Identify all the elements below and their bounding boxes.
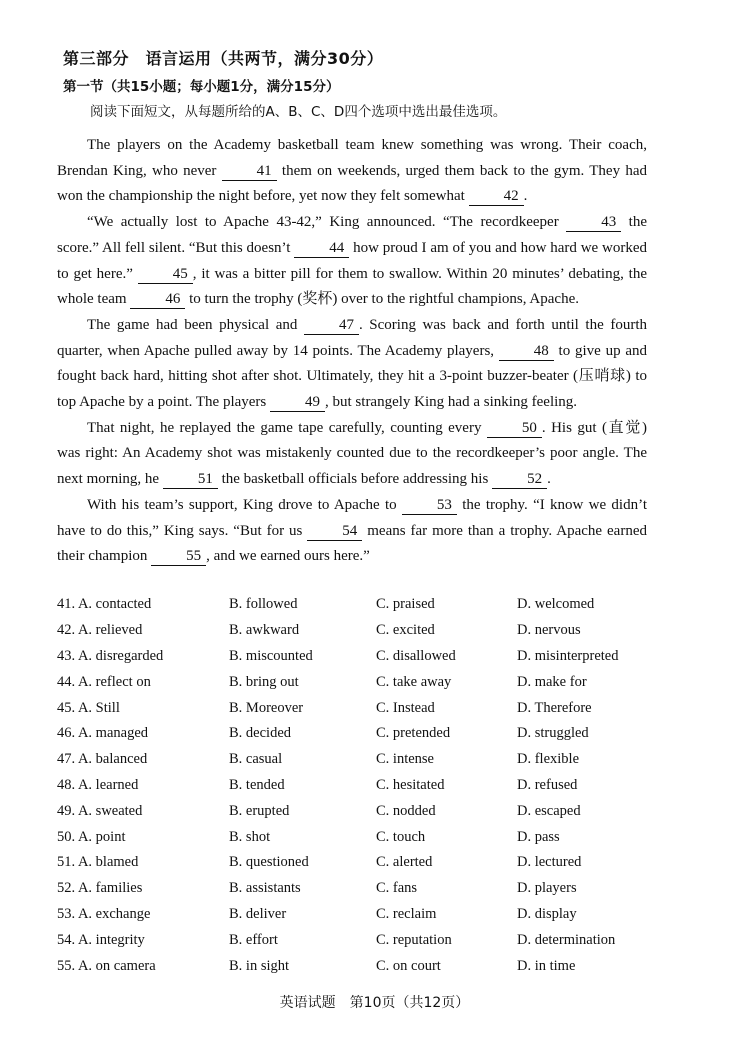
blank-46: 46 bbox=[130, 290, 185, 309]
option-a: 42. A. relieved bbox=[57, 622, 143, 639]
option-b: B. miscounted bbox=[229, 647, 313, 664]
option-a: 50. A. point bbox=[57, 828, 126, 845]
option-c: C. intense bbox=[376, 751, 434, 768]
option-row-51 bbox=[57, 850, 697, 876]
option-d: D. pass bbox=[517, 828, 560, 845]
option-b: B. assistants bbox=[229, 880, 301, 897]
option-d: D. players bbox=[517, 880, 577, 897]
option-d: D. in time bbox=[517, 957, 576, 974]
option-a: 46. A. managed bbox=[57, 725, 149, 742]
page-footer: 英语试题 第10页（共12页） bbox=[279, 995, 470, 1011]
option-row-45 bbox=[57, 695, 697, 721]
option-a: 43. A. disregarded bbox=[57, 647, 164, 664]
option-b: B. Moreover bbox=[229, 699, 304, 716]
option-c: C. reclaim bbox=[376, 905, 437, 922]
option-c: C. disallowed bbox=[376, 647, 456, 664]
option-row-48 bbox=[57, 773, 697, 799]
option-row-52 bbox=[57, 876, 697, 902]
blank-53: 53 bbox=[402, 496, 457, 515]
option-row-41 bbox=[57, 592, 697, 618]
passage-text: them on weekends, urged them back to the gym. They had won the championship the night before, yet now they felt somewhat bbox=[57, 162, 647, 205]
passage-text: “We actually lost to Apache 43-42,” King announced. “The recordkeeper bbox=[87, 214, 567, 231]
passage-text: , but strangely King had a sinking feeling. bbox=[325, 394, 578, 411]
passage-text: The game had been physical and bbox=[87, 316, 304, 333]
option-b: B. awkward bbox=[229, 622, 300, 639]
option-a: 51. A. blamed bbox=[57, 854, 139, 871]
option-b: B. deliver bbox=[229, 905, 287, 922]
blank-52: 52 bbox=[492, 470, 547, 489]
option-b: B. followed bbox=[229, 596, 298, 613]
passage-text: . bbox=[547, 471, 551, 488]
passage-paragraph-2 bbox=[57, 210, 647, 313]
option-a: 55. A. on camera bbox=[57, 957, 156, 974]
option-d: D. misinterpreted bbox=[517, 647, 619, 664]
option-d: D. welcomed bbox=[517, 596, 595, 613]
blank-54: 54 bbox=[307, 522, 362, 541]
blank-55: 55 bbox=[151, 547, 206, 566]
option-row-43 bbox=[57, 644, 697, 670]
option-row-50 bbox=[57, 824, 697, 850]
passage-text: the trophy. “I know we didn’t have to do this,” King says. “But for us bbox=[57, 496, 647, 539]
part-title: 第三部分 语言运用（共两节，满分30分） bbox=[63, 49, 384, 68]
option-row-54 bbox=[57, 927, 697, 953]
option-a: 47. A. balanced bbox=[57, 751, 148, 768]
option-b: B. bring out bbox=[229, 673, 299, 690]
instruction-text: 阅读下面短文，从每题所给的A、B、C、D四个选项中选出最佳选项。 bbox=[90, 104, 507, 120]
option-d: D. make for bbox=[517, 673, 587, 690]
section-title: 第一节（共15小题；每小题1分，满分15分） bbox=[63, 79, 340, 95]
option-b: B. shot bbox=[229, 828, 271, 845]
blank-44: 44 bbox=[294, 239, 349, 258]
blank-51: 51 bbox=[163, 470, 218, 489]
option-c: C. Instead bbox=[376, 699, 435, 716]
blank-42: 42 bbox=[469, 187, 524, 206]
option-row-46 bbox=[57, 721, 697, 747]
option-row-47 bbox=[57, 747, 697, 773]
option-b: B. tended bbox=[229, 776, 285, 793]
option-b: B. erupted bbox=[229, 802, 290, 819]
option-a: 52. A. families bbox=[57, 880, 143, 897]
passage-text: , it was a bitter pill for them to swallow. Within 20 minutes’ debating, the whole team bbox=[57, 265, 647, 308]
option-c: C. excited bbox=[376, 622, 435, 639]
option-c: C. praised bbox=[376, 596, 435, 613]
option-c: C. touch bbox=[376, 828, 426, 845]
option-d: D. flexible bbox=[517, 751, 580, 768]
option-c: C. fans bbox=[376, 880, 418, 897]
option-b: B. decided bbox=[229, 725, 292, 742]
passage-text: With his team’s support, King drove to Apache to bbox=[87, 496, 402, 513]
passage-text: . Scoring was back and forth until the fourth quarter, when Apache pulled away by 14 points. The Academy players, bbox=[57, 316, 648, 359]
passage-text: means far more than a trophy. Apache earned their champion bbox=[57, 522, 647, 565]
option-d: D. escaped bbox=[517, 802, 581, 819]
option-b: B. effort bbox=[229, 931, 278, 948]
blank-41: 41 bbox=[222, 162, 277, 181]
option-row-42 bbox=[57, 618, 697, 644]
blank-50: 50 bbox=[487, 419, 542, 438]
option-row-55 bbox=[57, 953, 697, 979]
passage-text: . His gut (直觉) was right: An Academy shot was mistakenly counted due to the recordkeeper’s poor angle. The next morning, he bbox=[57, 419, 647, 488]
option-a: 49. A. sweated bbox=[57, 802, 143, 819]
option-c: C. alerted bbox=[376, 854, 433, 871]
passage-paragraph-5 bbox=[57, 493, 647, 570]
passage-text: That night, he replayed the game tape carefully, counting every bbox=[87, 419, 487, 436]
blank-45: 45 bbox=[138, 265, 193, 284]
option-d: D. display bbox=[517, 905, 577, 922]
option-row-49 bbox=[57, 798, 697, 824]
option-row-53 bbox=[57, 902, 697, 928]
passage-text: to give up and fought back hard, hitting shot after shot. Ultimately, they hit a 3-point buzzer-beater (压哨球) to top Apache by a point. The players bbox=[57, 342, 647, 411]
blank-49: 49 bbox=[270, 393, 325, 412]
blank-47: 47 bbox=[304, 316, 359, 335]
cloze-passage bbox=[57, 133, 647, 570]
answer-options bbox=[57, 592, 697, 979]
passage-text: The players on the Academy basketball team knew something was wrong. Their coach, Brendan King, who never bbox=[57, 137, 647, 179]
option-a: 54. A. integrity bbox=[57, 931, 145, 948]
blank-43: 43 bbox=[566, 213, 621, 232]
option-b: B. in sight bbox=[229, 957, 290, 974]
option-a: 53. A. exchange bbox=[57, 905, 151, 922]
option-c: C. on court bbox=[376, 957, 441, 974]
option-a: 48. A. learned bbox=[57, 776, 139, 793]
passage-text: , and we earned ours here.” bbox=[206, 548, 370, 565]
passage-paragraph-3 bbox=[57, 313, 647, 416]
option-a: 44. A. reflect on bbox=[57, 673, 151, 690]
passage-paragraph-4 bbox=[57, 416, 647, 493]
option-d: D. struggled bbox=[517, 725, 589, 742]
option-c: C. hesitated bbox=[376, 776, 445, 793]
option-c: C. pretended bbox=[376, 725, 451, 742]
option-d: D. nervous bbox=[517, 622, 581, 639]
passage-text: to turn the trophy (奖杯) over to the rightful champions, Apache. bbox=[185, 291, 579, 308]
option-a: 45. A. Still bbox=[57, 699, 120, 716]
passage-text: . bbox=[523, 188, 528, 205]
option-d: D. determination bbox=[517, 931, 616, 948]
option-a: 41. A. contacted bbox=[57, 596, 152, 613]
option-b: B. questioned bbox=[229, 854, 309, 871]
blank-48: 48 bbox=[499, 342, 554, 361]
passage-paragraph-1 bbox=[57, 133, 647, 210]
option-d: D. Therefore bbox=[517, 699, 592, 716]
option-c: C. take away bbox=[376, 673, 452, 690]
option-c: C. reputation bbox=[376, 931, 452, 948]
passage-text: the score.” All fell silent. “But this doesn’t bbox=[57, 214, 648, 256]
option-d: D. refused bbox=[517, 776, 578, 793]
option-b: B. casual bbox=[229, 751, 283, 768]
passage-text: the basketball officials before addressing his bbox=[217, 471, 493, 488]
option-c: C. nodded bbox=[376, 802, 436, 819]
passage-text: how proud I am of you and how hard we worked to get here.” bbox=[57, 239, 647, 282]
option-row-44 bbox=[57, 669, 697, 695]
option-d: D. lectured bbox=[517, 854, 582, 871]
